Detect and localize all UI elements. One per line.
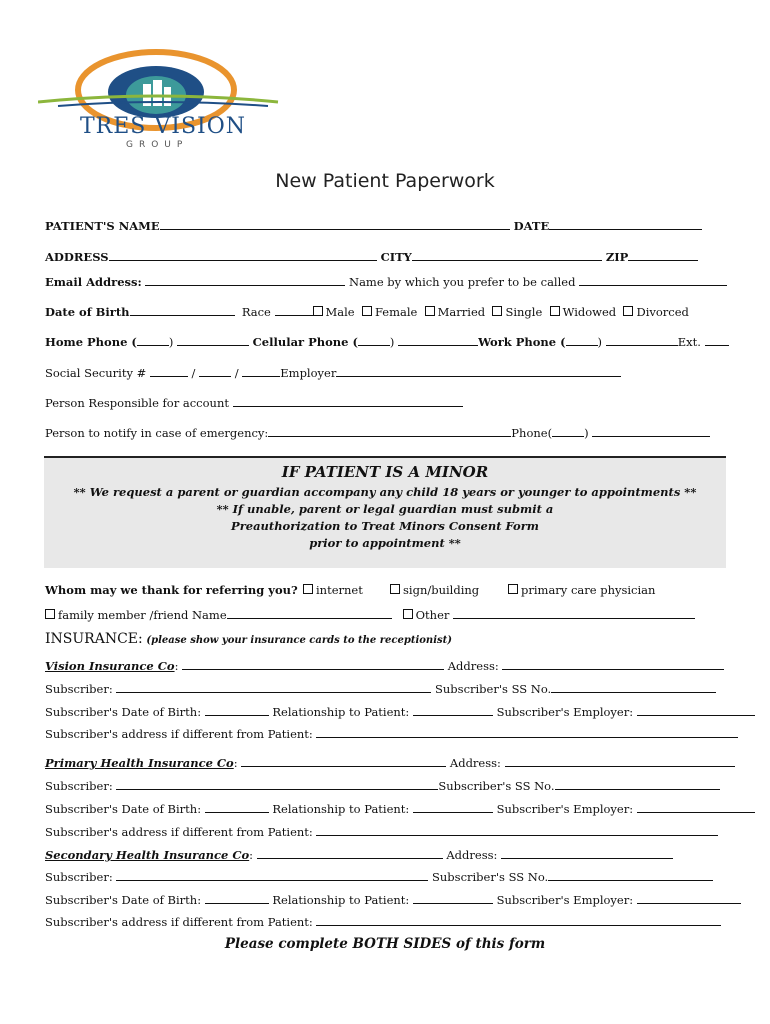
sign-building-label: sign/building	[403, 583, 480, 597]
secondary-ins-row: Secondary Health Insurance Co: Address:	[45, 847, 673, 862]
male-label: Male	[325, 305, 355, 319]
ssn-part3-field[interactable]	[242, 365, 280, 377]
vision-address-field[interactable]	[502, 658, 724, 670]
work-area-field[interactable]	[566, 334, 598, 346]
primary-sub-dob-row	[45, 801, 755, 816]
emergency-row: Person to notify in case of emergency: Phone( )	[45, 425, 710, 440]
secondary-subscriber-label: Subscriber:	[45, 870, 113, 884]
secondary-sub-ssn-field[interactable]	[548, 869, 713, 881]
primary-ins-title: Primary Health Insurance Co	[45, 756, 234, 770]
secondary-subscriber-row	[45, 869, 713, 884]
logo-name: TRES VISION	[80, 114, 246, 139]
zip-field[interactable]	[628, 249, 698, 261]
home-phone-label: Home Phone (	[45, 335, 137, 349]
secondary-sub-dob-label: Subscriber's Date of Birth:	[45, 893, 202, 907]
secondary-ins-title: Secondary Health Insurance Co	[45, 848, 250, 862]
referral-row	[45, 583, 298, 597]
cell-area-field[interactable]	[358, 334, 390, 346]
vision-sub-ssn-field[interactable]	[551, 681, 716, 693]
male-checkbox[interactable]	[313, 306, 323, 316]
race-label: Race	[241, 305, 271, 319]
minor-line-1: ** We request a parent or guardian accompany any child 18 years or younger to appointments **	[73, 485, 697, 499]
female-checkbox[interactable]	[362, 306, 372, 316]
address-row	[45, 249, 698, 264]
secondary-sub-address-label: Subscriber's address if different from Patient:	[45, 915, 313, 929]
primary-sub-address-row	[45, 824, 718, 839]
cell-phone-field[interactable]	[398, 334, 478, 346]
primary-sub-ssn-label: Subscriber's SS No.	[438, 779, 555, 793]
insurance-heading: INSURANCE:	[45, 631, 143, 647]
logo-group: GROUP	[126, 140, 189, 150]
vision-relationship-field[interactable]	[413, 704, 493, 716]
secondary-sub-employer-label: Subscriber's Employer:	[496, 893, 634, 907]
vision-ins-field[interactable]	[182, 658, 444, 670]
home-phone-field[interactable]	[177, 334, 249, 346]
single-label: Single	[505, 305, 543, 319]
footer-note: Please complete BOTH SIDES of this form	[224, 936, 546, 952]
primary-subscriber-label: Subscriber:	[45, 779, 113, 793]
ext-label: Ext.	[677, 335, 701, 349]
vision-sub-address-field[interactable]	[316, 726, 738, 738]
home-area-field[interactable]	[137, 334, 169, 346]
email-field[interactable]	[145, 274, 345, 286]
tres-vision-logo	[38, 40, 288, 155]
emergency-field[interactable]	[268, 425, 511, 437]
family-name-field[interactable]	[227, 607, 392, 619]
secondary-sub-dob-row	[45, 892, 741, 907]
responsible-row	[45, 395, 463, 410]
referral-internet	[303, 583, 363, 597]
other-field[interactable]	[453, 607, 695, 619]
other-checkbox[interactable]	[403, 609, 413, 619]
referral-question: Whom may we thank for referring you?	[45, 583, 298, 597]
vision-sub-employer-field[interactable]	[637, 704, 755, 716]
preferred-name-label: Name by which you prefer to be called	[349, 275, 576, 289]
emergency-phone-label: Phone(	[511, 426, 553, 440]
primary-ins-field[interactable]	[241, 755, 446, 767]
dob-field[interactable]	[130, 304, 235, 316]
primary-address-field[interactable]	[505, 755, 735, 767]
divorced-label: Divorced	[636, 305, 689, 319]
primary-sub-employer-field[interactable]	[637, 801, 755, 813]
vision-subscriber-label: Subscriber:	[45, 682, 113, 696]
minor-line-3: Preauthorization to Treat Minors Consent Form	[231, 519, 539, 533]
sign-building-checkbox[interactable]	[390, 584, 400, 594]
primary-sub-address-field[interactable]	[316, 824, 718, 836]
city-label: CITY	[380, 250, 412, 264]
married-label: Married	[437, 305, 486, 319]
married-checkbox[interactable]	[425, 306, 435, 316]
minor-line-4: prior to appointment **	[309, 536, 461, 550]
primary-sub-employer-label: Subscriber's Employer:	[496, 802, 634, 816]
primary-sub-dob-field[interactable]	[205, 801, 269, 813]
minor-notice-box	[44, 456, 726, 568]
work-phone-field[interactable]	[606, 334, 678, 346]
employer-label: Employer	[280, 366, 337, 380]
single-checkbox[interactable]	[492, 306, 502, 316]
primary-sub-dob-label: Subscriber's Date of Birth:	[45, 802, 202, 816]
vision-relationship-label: Relationship to Patient:	[272, 705, 410, 719]
primary-relationship-label: Relationship to Patient:	[272, 802, 410, 816]
vision-sub-address-row	[45, 726, 738, 741]
responsible-label: Person Responsible for account	[45, 396, 229, 410]
address-field[interactable]	[109, 249, 377, 261]
vision-ins-title: Vision Insurance Co	[45, 659, 175, 673]
minor-heading: IF PATIENT IS A MINOR	[281, 463, 489, 481]
email-label: Email Address:	[45, 275, 142, 289]
primary-sub-ssn-field[interactable]	[555, 778, 720, 790]
ssn-part1-field[interactable]	[150, 365, 188, 377]
ssn-label: Social Security #	[45, 366, 147, 380]
race-field[interactable]	[275, 304, 313, 316]
family-referral-row	[45, 607, 695, 622]
widowed-checkbox[interactable]	[550, 306, 560, 316]
emergency-phone-field[interactable]	[592, 425, 710, 437]
primary-ins-row: Primary Health Insurance Co: Address:	[45, 755, 735, 770]
patient-name-field[interactable]	[160, 218, 510, 230]
ssn-row: Social Security # / / Employer	[45, 365, 621, 380]
secondary-subscriber-field[interactable]	[116, 869, 428, 881]
emergency-label: Person to notify in case of emergency:	[45, 426, 269, 440]
minor-line-2: ** If unable, parent or legal guardian must submit a	[216, 502, 554, 516]
secondary-relationship-field[interactable]	[413, 892, 493, 904]
vision-sub-employer-label: Subscriber's Employer:	[496, 705, 634, 719]
preferred-name-field[interactable]	[579, 274, 727, 286]
vision-sub-address-label: Subscriber's address if different from Patient:	[45, 727, 313, 741]
secondary-sub-employer-field[interactable]	[637, 892, 741, 904]
cell-phone-label: Cellular Phone (	[252, 335, 358, 349]
responsible-field[interactable]	[233, 395, 463, 407]
emergency-area-field[interactable]	[552, 425, 584, 437]
secondary-sub-address-field[interactable]	[316, 914, 721, 926]
secondary-sub-ssn-label: Subscriber's SS No.	[432, 870, 549, 884]
vision-subscriber-row	[45, 681, 716, 696]
referral-sign	[390, 583, 479, 597]
email-row	[45, 274, 727, 289]
insurance-heading-row	[45, 632, 452, 648]
date-label: DATE	[513, 219, 550, 233]
other-label: Other	[415, 608, 450, 622]
widowed-label: Widowed	[562, 305, 617, 319]
internet-checkbox[interactable]	[303, 584, 313, 594]
page-title: New Patient Paperwork	[275, 170, 495, 192]
vision-address-label: Address:	[447, 659, 499, 673]
family-checkbox[interactable]	[45, 609, 55, 619]
secondary-sub-address-row	[45, 914, 721, 929]
vision-ins-row: Vision Insurance Co: Address:	[45, 658, 724, 673]
referral-physician	[508, 583, 655, 597]
secondary-address-field[interactable]	[501, 847, 673, 859]
family-label: family member /friend Name	[58, 608, 227, 622]
secondary-address-label: Address:	[446, 848, 498, 862]
primary-address-label: Address:	[449, 756, 501, 770]
ssn-part2-field[interactable]	[199, 365, 231, 377]
primary-relationship-field[interactable]	[413, 801, 493, 813]
internet-label: internet	[316, 583, 363, 597]
physician-checkbox[interactable]	[508, 584, 518, 594]
patient-name-row	[45, 218, 702, 233]
divorced-checkbox[interactable]	[623, 306, 633, 316]
patient-name-label: PATIENT'S NAME	[45, 219, 160, 233]
primary-subscriber-field[interactable]	[116, 778, 438, 790]
phone-row: Home Phone ( ) Cellular Phone ( ) Work Phone ( ) Ext.	[45, 334, 729, 349]
vision-subscriber-field[interactable]	[116, 681, 431, 693]
vision-sub-dob-row	[45, 704, 755, 719]
secondary-relationship-label: Relationship to Patient:	[272, 893, 410, 907]
employer-field[interactable]	[336, 365, 621, 377]
insurance-note: (please show your insurance cards to the receptionist)	[146, 635, 452, 646]
dob-label: Date of Birth	[45, 305, 130, 319]
primary-sub-address-label: Subscriber's address if different from Patient:	[45, 825, 313, 839]
secondary-sub-dob-field[interactable]	[205, 892, 269, 904]
vision-sub-dob-field[interactable]	[205, 704, 269, 716]
primary-subscriber-row	[45, 778, 720, 793]
dob-row	[45, 304, 689, 319]
city-field[interactable]	[412, 249, 602, 261]
ext-field[interactable]	[705, 334, 729, 346]
date-field[interactable]	[549, 218, 702, 230]
vision-sub-dob-label: Subscriber's Date of Birth:	[45, 705, 202, 719]
physician-label: primary care physician	[521, 583, 656, 597]
female-label: Female	[374, 305, 418, 319]
vision-sub-ssn-label: Subscriber's SS No.	[435, 682, 552, 696]
address-label: ADDRESS	[45, 250, 109, 264]
zip-label: ZIP	[605, 250, 629, 264]
work-phone-label: Work Phone (	[478, 335, 566, 349]
secondary-ins-field[interactable]	[257, 847, 443, 859]
